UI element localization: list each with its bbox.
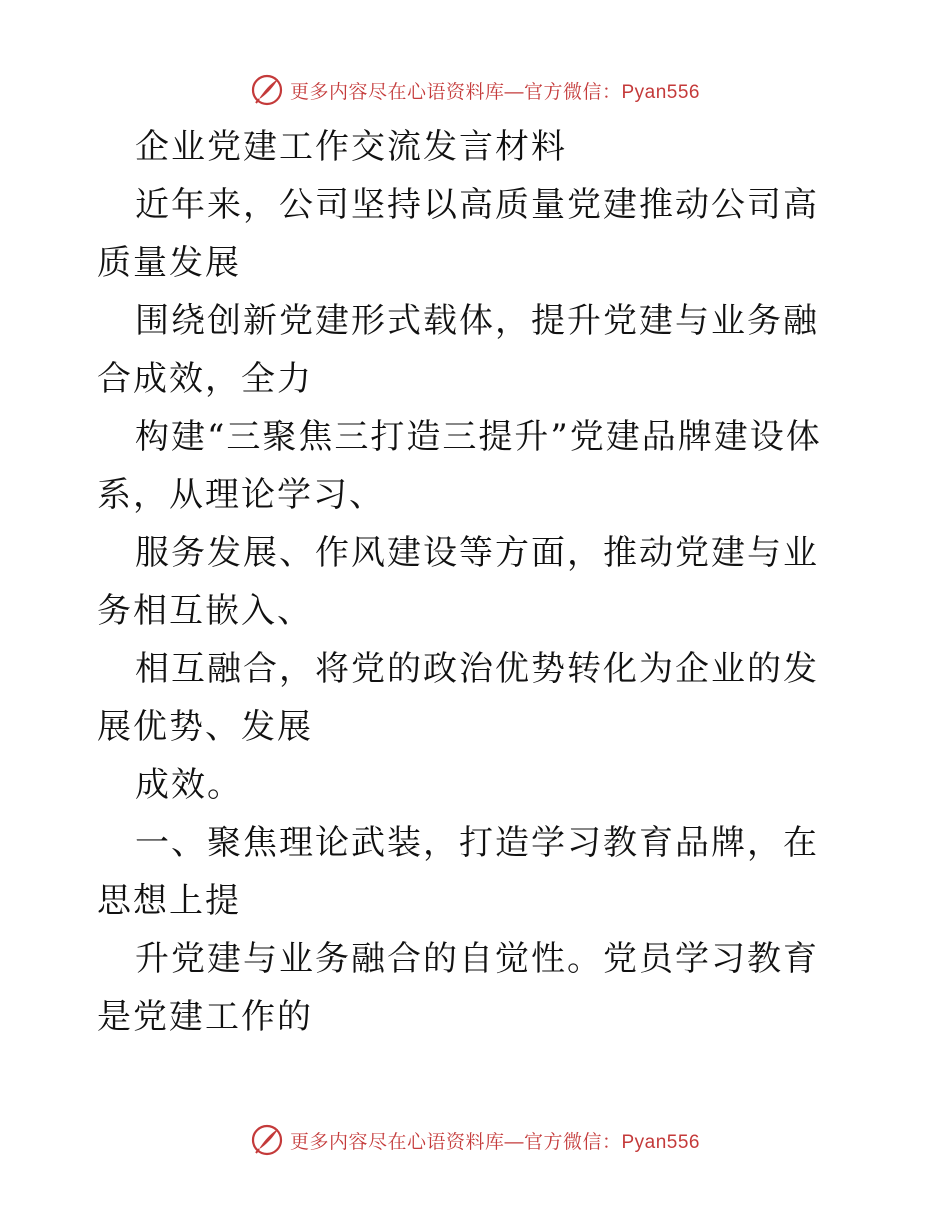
- quill-pen-circle-icon: [250, 1123, 284, 1157]
- paragraph-3: 构建“三聚焦三打造三提升”党建品牌建设体系，从理论学习、: [97, 417, 822, 515]
- header-watermark: [0, 70, 950, 110]
- quill-pen-circle-icon: [250, 73, 284, 107]
- paragraph-5: 相互融合，将党的政治优势转化为企业的发展优势、发展: [97, 649, 819, 747]
- paragraph-6: 成效。: [135, 765, 243, 805]
- section-heading-1: 一、聚焦理论武装，打造学习教育品牌，在思想上提: [97, 823, 819, 921]
- paragraph-8: 升党建与业务融合的自觉性。党员学习教育是党建工作的: [97, 939, 819, 1037]
- paragraph-4: 服务发展、作风建设等方面，推动党建与业务相互嵌入、: [97, 533, 819, 631]
- doc-title: 企业党建工作交流发言材料: [135, 127, 567, 167]
- watermark-text: 更多内容尽在心语资料库—官方微信：Pyan556: [289, 81, 700, 103]
- watermark-text: 更多内容尽在心语资料库—官方微信：Pyan556: [289, 1131, 700, 1153]
- document-body: [97, 118, 853, 1046]
- paragraph-2: 围绕创新党建形式载体，提升党建与业务融合成效，全力: [97, 301, 819, 399]
- footer-watermark: [0, 1120, 950, 1160]
- paragraph-1: 近年来，公司坚持以高质量党建推动公司高质量发展: [97, 185, 819, 283]
